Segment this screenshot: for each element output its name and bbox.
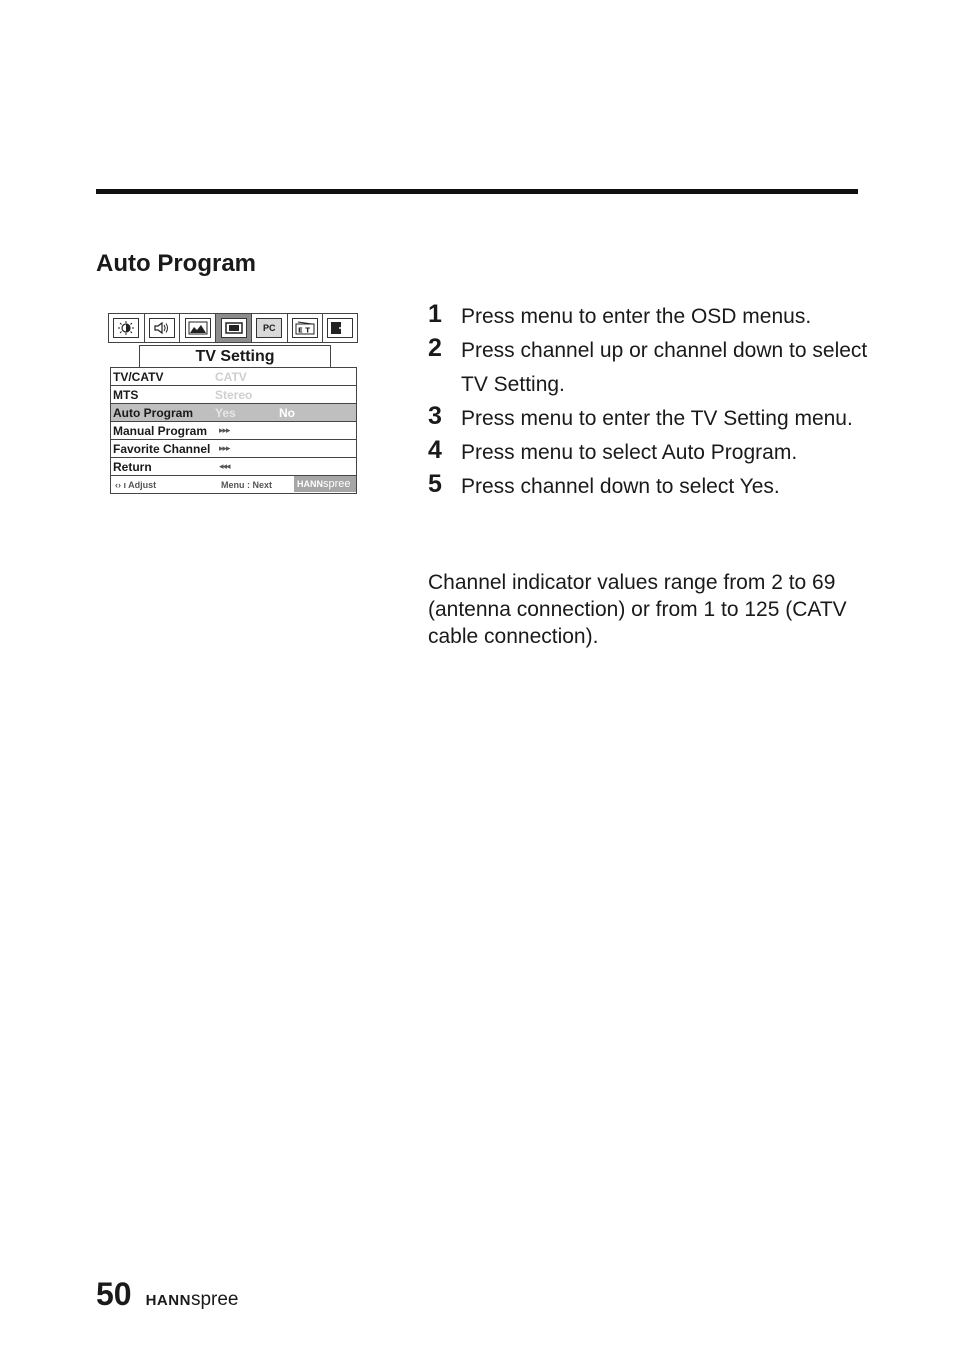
osd-menu-illustration: [108, 313, 358, 499]
osd-adjust-hint: ‹› ı Adjust: [115, 479, 157, 490]
osd-footer: [111, 476, 356, 493]
step-number: 4: [428, 436, 442, 464]
step-number: 3: [428, 402, 442, 430]
step-item: [428, 436, 868, 470]
osd-row-auto-program: [111, 404, 356, 422]
step-text: Press menu to enter the TV Setting menu.: [461, 407, 853, 430]
channel-range-note: Channel indicator values range from 2 to 69 (antenna connection) or from 1 to 125 (CATV cable connection).: [428, 571, 847, 648]
step-number: 2: [428, 334, 442, 362]
osd-row-manual-program: [111, 422, 356, 440]
osd-settings-table: [110, 367, 357, 494]
step-item: [428, 470, 868, 504]
submenu-arrows-icon: ▸▸▸: [219, 425, 230, 435]
page-number: 50: [96, 1276, 132, 1312]
step-number: 1: [428, 300, 442, 328]
osd-row-label: Manual Program: [113, 423, 208, 438]
osd-row-tv-catv: [111, 368, 356, 386]
osd-row-value: Stereo: [215, 387, 253, 402]
osd-row-mts: [111, 386, 356, 404]
sound-icon: [145, 314, 181, 342]
osd-timer-icon: [288, 314, 324, 342]
tv-icon: [216, 314, 252, 342]
svg-text:E T: E T: [297, 326, 310, 335]
step-item: [428, 402, 868, 436]
brightness-icon: [109, 314, 145, 342]
osd-row-label: TV/CATV: [113, 369, 164, 384]
step-item: [428, 300, 868, 334]
osd-row-label: MTS: [113, 387, 139, 402]
osd-next-hint: Menu : Next: [221, 479, 273, 490]
adjust-arrows-icon: ‹› ı: [115, 479, 129, 490]
osd-row-value: CATV: [215, 369, 247, 384]
step-text: Press channel down to select Yes.: [461, 475, 780, 498]
step-text: Press channel up or channel down to select TV Setting.: [461, 339, 868, 396]
submenu-arrows-icon: ▸▸▸: [219, 443, 230, 453]
osd-brand-logo: HANNspree: [294, 476, 356, 492]
osd-row-alt-value: No: [279, 405, 295, 420]
section-title: Auto Program: [96, 250, 257, 277]
osd-icon-bar: [108, 313, 358, 343]
osd-title: TV Setting: [139, 345, 331, 368]
instruction-steps: [428, 300, 868, 504]
pc-icon: PC: [252, 314, 288, 342]
step-item: [428, 334, 868, 402]
osd-row-label: Return: [113, 459, 152, 474]
top-rule: [96, 189, 858, 194]
osd-row-value: Yes: [215, 405, 236, 420]
return-arrows-icon: ◂◂◂: [219, 461, 230, 471]
step-number: 5: [428, 470, 442, 498]
brand-logo: HANNspree: [145, 1289, 239, 1310]
osd-row-label: Auto Program: [113, 405, 194, 420]
page-footer: [96, 1276, 238, 1313]
osd-row-return: [111, 458, 356, 476]
osd-row-label: Favorite Channel: [113, 441, 211, 456]
osd-row-favorite-channel: [111, 440, 356, 458]
step-text: Press menu to select Auto Program.: [461, 441, 798, 464]
exit-icon: [323, 314, 357, 342]
step-text: Press menu to enter the OSD menus.: [461, 305, 812, 328]
picture-icon: [180, 314, 216, 342]
